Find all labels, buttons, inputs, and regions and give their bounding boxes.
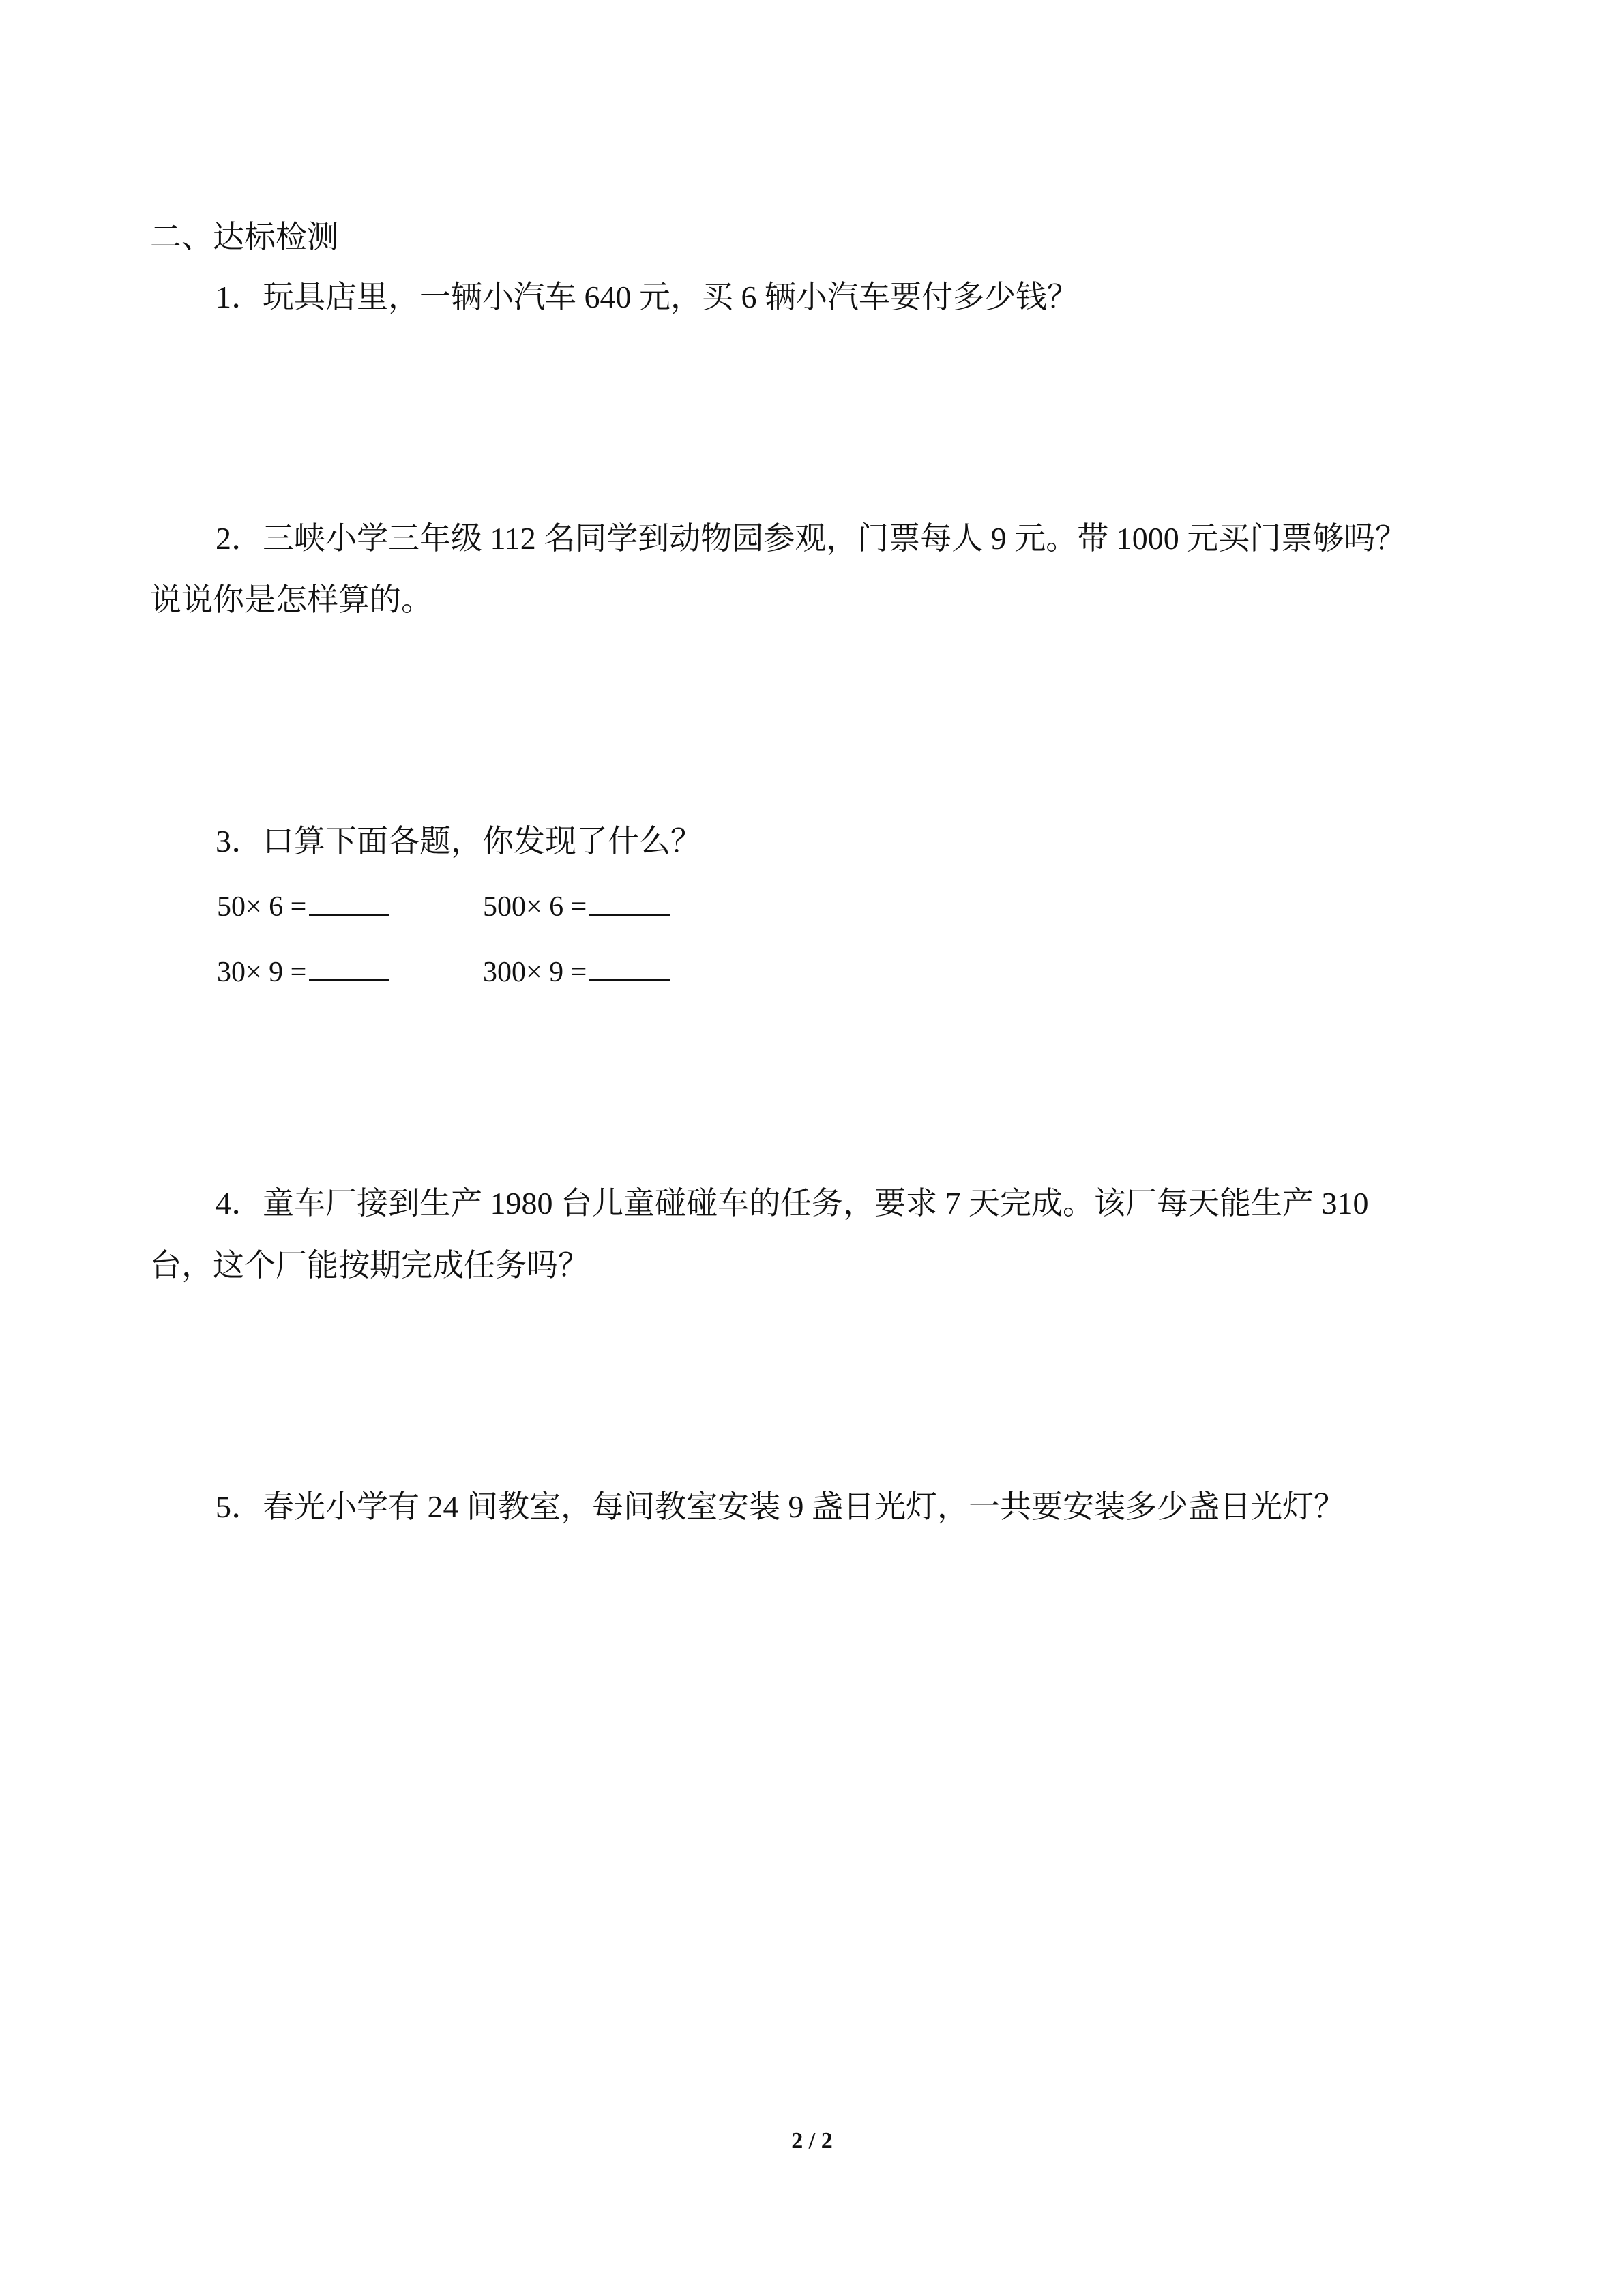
- answer-blank[interactable]: [589, 952, 670, 981]
- calc-expression: 30× 9 =: [217, 957, 307, 988]
- question-1: 1．玩具店里，一辆小汽车 640 元，买 6 辆小汽车要付多少钱？: [216, 280, 1078, 314]
- calc-item: [217, 886, 389, 926]
- calc-item: [483, 952, 670, 992]
- question-3: 3．口算下面各题，你发现了什么？: [216, 824, 702, 859]
- page-number: 2 / 2: [791, 2128, 833, 2153]
- calc-item: [217, 952, 389, 992]
- question-4-line-1: 4．童车厂接到生产 1980 台儿童碰碰车的任务，要求 7 天完成。该厂每天能生产 310: [216, 1186, 1369, 1221]
- calc-expression: 50× 6 =: [217, 891, 307, 923]
- calc-expression: 500× 6 =: [483, 891, 587, 923]
- question-4-line-2: 台，这个厂能按期完成任务吗？: [150, 1248, 589, 1283]
- calc-item: [483, 886, 670, 926]
- question-2-line-2: 说说你是怎样算的。: [150, 582, 432, 617]
- question-5: 5．春光小学有 24 间教室，每间教室安装 9 盏日光灯，一共要安装多少盏日光灯？: [216, 1489, 1345, 1524]
- section-title: 二、达标检测: [150, 220, 338, 254]
- answer-blank[interactable]: [309, 952, 389, 981]
- answer-blank[interactable]: [589, 886, 670, 916]
- question-2-line-1: 2．三峡小学三年级 112 名同学到动物园参观，门票每人 9 元。带 1000 元买门票够吗？: [216, 521, 1407, 556]
- answer-blank[interactable]: [309, 886, 389, 916]
- calc-expression: 300× 9 =: [483, 957, 587, 988]
